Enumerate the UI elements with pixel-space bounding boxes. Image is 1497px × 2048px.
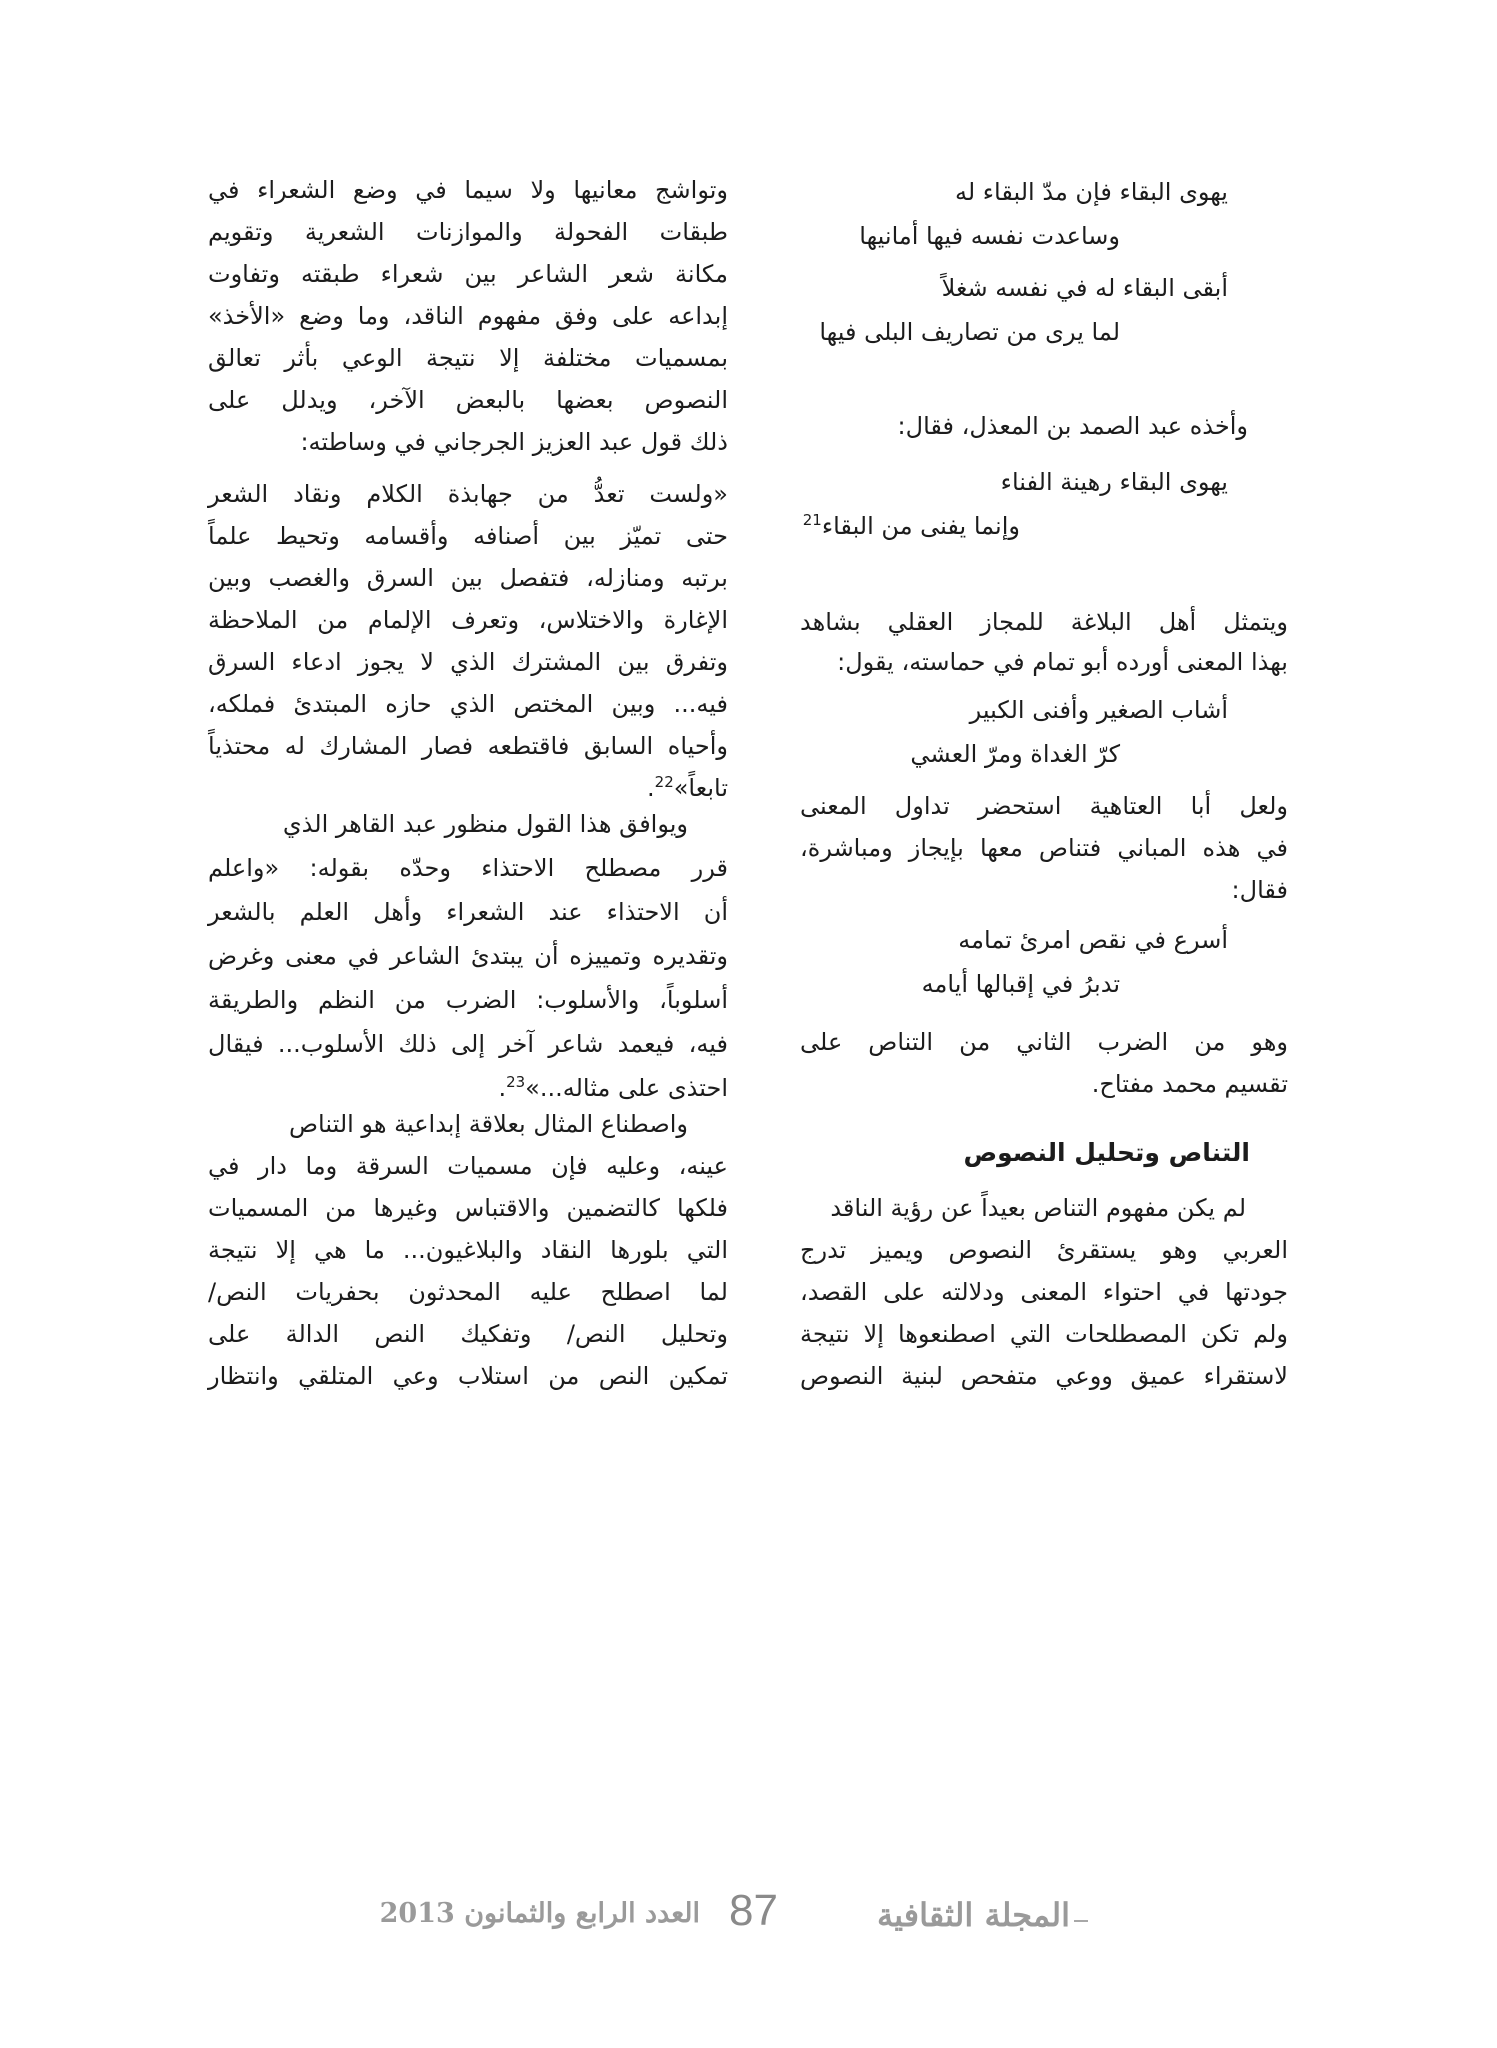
verse-text: وإنما يفنى من البقاء [821,512,1020,540]
text-line: لاستقراء عميق ووعي متفحص لبنية النصوص [800,1362,1288,1390]
magazine-logo: المجلة الثقافية [876,1896,1070,1934]
verse-block-2 [800,470,1288,550]
text-line: وتواشج معانيها ولا سيما في وضع الشعراء في [208,176,728,204]
footnote-ref-21: 21 [802,511,822,529]
paragraph [800,608,1288,676]
text-line: جودتها في احتواء المعنى ودلالته على القصد، [800,1278,1288,1306]
verse-line: أشاب الصغير وأفنى الكبير [969,696,1228,724]
text-line: حتى تميّز بين أصنافه وأقسامه وتحيط علماً [208,522,728,550]
paragraph [800,1196,1288,1396]
verse-block-3 [800,698,1288,778]
text-line: وهو من الضرب الثاني من التناص على [800,1028,1288,1056]
page-footer [379,1886,1070,1946]
verse-block-4 [800,928,1288,1008]
footnote-ref-23: 23 [506,1073,526,1091]
text-line: بمسميات مختلفة إلا نتيجة الوعي بأثر تعالق [208,344,728,372]
paragraph [208,1112,728,1402]
quote-end: تابعاً» [673,774,728,802]
text-line: لم يكن مفهوم التناص بعيداً عن رؤية الناقد [830,1194,1246,1222]
text-line: ويوافق هذا القول منظور عبد القاهر الذي [282,810,688,838]
paragraph [208,812,728,1102]
paragraph [800,794,1288,904]
text-line: فيه، فيعمد شاعر آخر إلى ذلك الأسلوب... فيقال [208,1030,728,1058]
text-line: طبقات الفحولة والموازنات الشعرية وتقويم [208,218,728,246]
verse-line: أبقى البقاء له في نفسه شغلاً [941,274,1228,302]
text-line: مكانة شعر الشاعر بين شعراء طبقته وتفاوت [208,260,728,288]
verse-line: كرّ الغداة ومرّ العشي [910,740,1120,768]
footnote-ref-22: 22 [654,773,674,791]
verse-line: تدبرُ في إقبالها أيامه [921,970,1120,998]
verse-line: يهوى البقاء رهينة الفناء [1000,468,1228,496]
text-line: أسلوباً، والأسلوب: الضرب من النظم والطريقة [208,986,728,1014]
verse-line: أسرع في نقص امرئ تمامه [958,926,1228,954]
text-line: الإغارة والاختلاس، وتعرف الإلمام من الملاحظة [208,606,728,634]
intro-text: وأخذه عبد الصمد بن المعذل، فقال: [897,412,1248,440]
text-line: قرر مصطلح الاحتذاء وحدّه بقوله: «واعلم [208,854,728,882]
text-line: تمكين النص من استلاب وعي المتلقي وانتظار [208,1362,728,1390]
verse-block-1 [800,180,1288,360]
text-line: النصوص بعضها بالبعض الآخر، ويدلل على [208,386,728,414]
text-line: واصطناع المثال بعلاقة إبداعية هو التناص [289,1110,688,1138]
text-line: «ولست تعدُّ من جهابذة الكلام ونقاد الشعر [208,480,728,508]
text-line: لما اصطلح عليه المحدثون بحفريات النص/ [208,1278,728,1306]
text-line: في هذه المباني فتناص معها بإيجاز ومباشرة، [800,834,1288,862]
footer-rule [1074,1920,1088,1922]
text-line: أن الاحتذاء عند الشعراء وأهل العلم بالشعر [208,898,728,926]
text-line: احتذى على مثاله...»$^{23}$. [498,1073,728,1102]
quotation [208,482,728,812]
text-line: ذلك قول عبد العزيز الجرجاني في وساطته: [300,428,728,456]
text-line: ولعل أبا العتاهية استحضر تداول المعنى [800,792,1288,820]
paragraph [208,178,728,458]
section-heading: التناص وتحليل النصوص [963,1138,1250,1167]
text-line: برتبه ومنازله، فتفصل بين السرق والغصب وبين [208,564,728,592]
verse-line: وساعدت نفسه فيها أمانيها [859,222,1120,250]
page-number: 87 [729,1886,778,1935]
text-line: فيه... وبين المختص الذي حازه المبتدئ فملكه، [208,690,728,718]
text-line: التي بلورها النقاد والبلاغيون... ما هي إلا نتيجة [208,1236,728,1264]
text-line: ولم تكن المصطلحات التي اصطنعوها إلا نتيجة [800,1320,1288,1348]
text-line: تقسيم محمد مفتاح. [1091,1070,1288,1098]
text-line: عينه، وعليه فإن مسميات السرقة وما دار في [208,1152,728,1180]
text-line: ويتمثل أهل البلاغة للمجاز العقلي بشاهد [800,608,1288,636]
text-line: فلكها كالتضمين والاقتباس وغيرها من المسميات [208,1194,728,1222]
text-line: إبداعه على وفق مفهوم الناقد، وما وضع «الأخذ» [208,302,728,330]
quote-end: احتذى على مثاله...» [525,1074,728,1102]
text-line: تابعاً»$^{22}$. [647,773,728,802]
text-line: وأحياه السابق فاقتطعه فصار المشارك له محتذياً [208,732,728,760]
verse-line: لما يرى من تصاريف البلى فيها [819,318,1120,346]
text-line: وتحليل النص/ وتفكيك النص الدالة على [208,1320,728,1348]
text-line: وتفرق بين المشترك الذي لا يجوز ادعاء السرق [208,648,728,676]
paragraph [800,1030,1288,1110]
verse-line [802,511,1020,540]
text-line: وتقديره وتمييزه أن يبتدئ الشاعر في معنى وغرض [208,942,728,970]
text-line: العربي وهو يستقرئ النصوص ويميز تدرج [800,1236,1288,1264]
issue-label: العدد الرابع والثمانون 2013 [379,1898,700,1929]
text-line: فقال: [1231,876,1288,904]
text-line: بهذا المعنى أورده أبو تمام في حماسته، يقول: [837,648,1288,676]
verse-line: يهوى البقاء فإن مدّ البقاء له [954,178,1228,206]
